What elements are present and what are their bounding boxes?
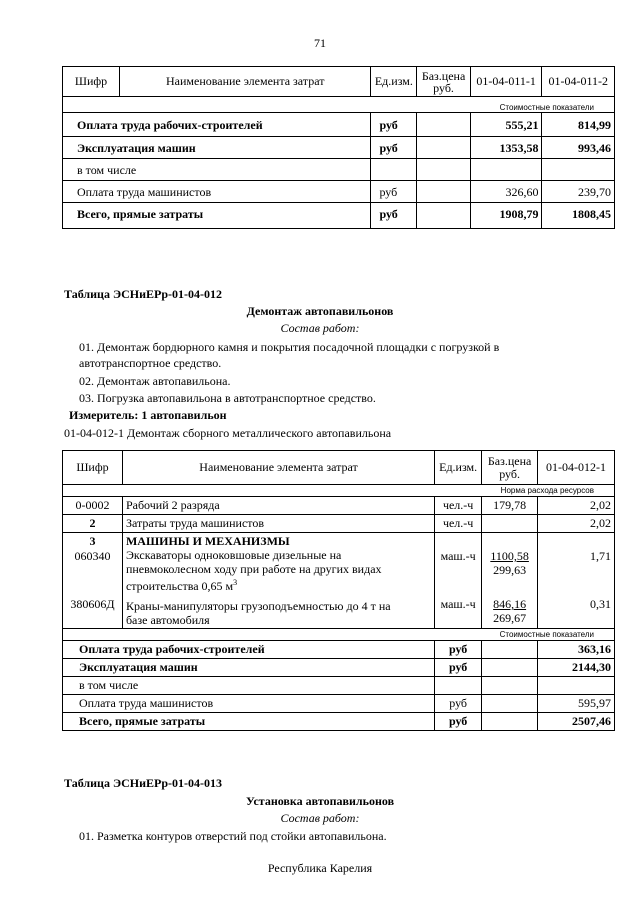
composition-label: Состав работ: (280, 321, 360, 335)
row-name: Всего, прямые затраты (63, 203, 371, 229)
cost-name: Эксплуатация машин (63, 659, 435, 677)
code-line: 01-04-012-1 Демонтаж сборного металлического автопавильона (64, 426, 392, 440)
cost-unit: руб (435, 695, 482, 713)
row-v1: 555,21 (470, 113, 542, 137)
row-unit: руб (371, 137, 417, 159)
header-name: Наименование элемента затрат (120, 67, 371, 97)
row-value: 2,02 (538, 515, 615, 533)
cost-name: Всего, прямые затраты (63, 713, 435, 731)
row-v2: 239,70 (542, 181, 615, 203)
row-unit: чел.-ч (435, 515, 482, 533)
row-unit: маш.-ч (440, 549, 476, 563)
header-unit: Ед.изм. (435, 451, 482, 485)
row-price: 299,63 (493, 563, 527, 577)
work-item: 01. Демонтаж бордюрного камня и покрытия посадочной площадки с погрузкой в (79, 340, 500, 354)
header-code: Шифр (63, 67, 120, 97)
footer: Республика Карелия (267, 861, 373, 875)
row-name: Эксплуатация машин (63, 137, 371, 159)
section-label: Стоимостные показатели (63, 97, 615, 113)
header-base-price: Баз.цена руб. (482, 451, 538, 485)
row-price: 1100,58 (490, 549, 529, 563)
header-unit: Ед.изм. (371, 67, 417, 97)
row-code: 060340 (74, 549, 111, 563)
work-item: 03. Погрузка автопавильона в автотранспортное средство. (79, 391, 376, 405)
cost-unit: руб (435, 713, 482, 731)
cost-name: Оплата труда рабочих-строителей (63, 641, 435, 659)
cost-section-label: Стоимостные показатели (63, 629, 615, 641)
cost-unit: руб (435, 659, 482, 677)
row-price: 846,16 (493, 597, 527, 611)
row-price: 179,78 (482, 497, 538, 515)
composition-label: Состав работ: (280, 811, 360, 825)
row-code: 2 (63, 515, 123, 533)
row-name: Экскаваторы одноковшовые дизельные на (125, 548, 342, 562)
cost-value: 595,97 (538, 695, 615, 713)
cost-value: 2507,46 (538, 713, 615, 731)
table-id: Таблица ЭСНиЕРр-01-04-013 (64, 776, 223, 790)
row-v1: 1353,58 (470, 137, 542, 159)
cost-name: Оплата труда машинистов (63, 695, 435, 713)
work-item: автотранспортное средство. (79, 356, 222, 370)
work-item: 01. Разметка контуров отверстий под стойки автопавильона. (79, 829, 387, 843)
resource-table (62, 450, 615, 731)
row-price: 269,67 (493, 611, 527, 625)
row-unit: чел.-ч (435, 497, 482, 515)
row-code: 380606Д (70, 597, 115, 611)
row-name: Оплата труда машинистов (63, 181, 371, 203)
cost-value: 2144,30 (538, 659, 615, 677)
row-name: пневмоколесном ходу при работе на других видах (125, 562, 382, 576)
row-unit: руб (371, 203, 417, 229)
header-base-price: Баз.цена руб. (417, 67, 470, 97)
row-name: базе автомобиля (125, 613, 210, 627)
row-unit: маш.-ч (440, 597, 476, 611)
row-unit: руб (371, 181, 417, 203)
cost-value: 363,16 (538, 641, 615, 659)
page-number: 71 (314, 36, 326, 50)
row-v2: 814,99 (542, 113, 615, 137)
table-id: Таблица ЭСНиЕРр-01-04-012 (64, 287, 223, 301)
norm-section-label: Норма расхода ресурсов (63, 485, 615, 497)
section-title: Демонтаж автопавильонов (246, 304, 394, 318)
row-code: 3 (89, 534, 96, 548)
cost-name: в том числе (63, 677, 435, 695)
section-heading: МАШИНЫ И МЕХАНИЗМЫ (125, 534, 290, 548)
row-value: 2,02 (538, 497, 615, 515)
header-code: Шифр (63, 451, 123, 485)
row-name: Оплата труда рабочих-строителей (63, 113, 371, 137)
section-title: Установка автопавильонов (245, 794, 395, 808)
row-v1: 1908,79 (470, 203, 542, 229)
row-v1: 326,60 (470, 181, 542, 203)
row-name: Краны-манипуляторы грузоподъемностью до 4 т на (125, 599, 391, 613)
row-name: Затраты труда машинистов (122, 515, 434, 533)
header-name: Наименование элемента затрат (122, 451, 434, 485)
row-v2: 1808,45 (542, 203, 615, 229)
header-col1: 01-04-012-1 (538, 451, 615, 485)
row-name: в том числе (63, 159, 371, 181)
row-code: 0-0002 (63, 497, 123, 515)
work-item: 02. Демонтаж автопавильона. (79, 374, 231, 388)
row-unit: руб (371, 113, 417, 137)
cost-unit: руб (435, 641, 482, 659)
row-value: 0,31 (590, 597, 611, 611)
cost-table-1 (62, 66, 615, 229)
header-col1: 01-04-011-1 (470, 67, 542, 97)
row-v2: 993,46 (542, 137, 615, 159)
header-col2: 01-04-011-2 (542, 67, 615, 97)
row-name: строительства 0,65 $м^3$ (125, 578, 238, 593)
row-value: 1,71 (590, 549, 611, 563)
meter: Измеритель: 1 автопавильон (69, 408, 227, 422)
row-name: Рабочий 2 разряда (122, 497, 434, 515)
